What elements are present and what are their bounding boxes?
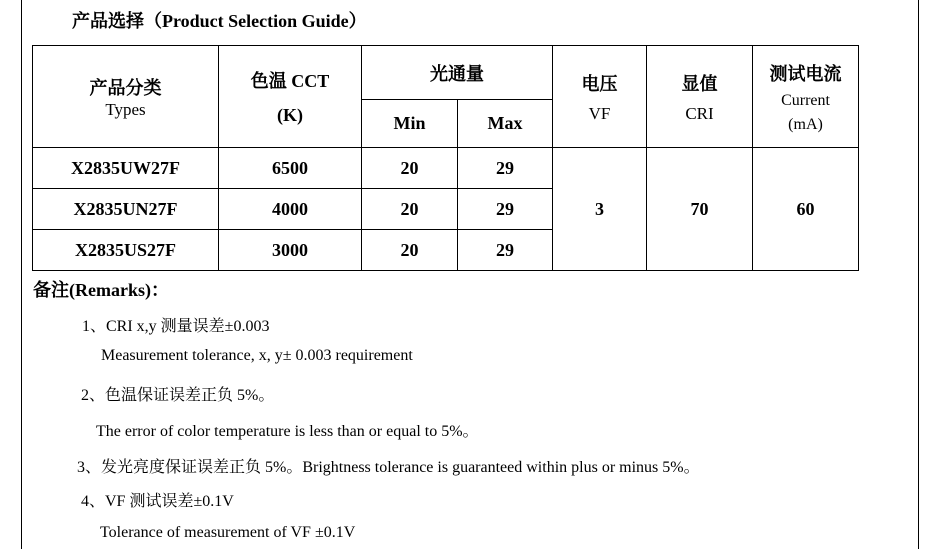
product-selection-table: [32, 45, 859, 271]
remark-line: 4、VF 测试误差±0.1V: [81, 493, 234, 510]
page-border-left: [21, 0, 22, 549]
header-cri-cn: 显值: [681, 73, 718, 94]
header-flux-min: Min: [362, 100, 458, 148]
table-row-0-cct: 6500: [219, 148, 362, 189]
remark-line: 3、发光亮度保证误差正负 5%。Brightness tolerance is guaranteed within plus or minus 5%。: [77, 459, 700, 476]
remark-line: Tolerance of measurement of VF ±0.1V: [100, 524, 356, 541]
header-type-cn: 产品分类: [89, 77, 162, 98]
table-row-1-cct: 4000: [219, 189, 362, 230]
header-vf-en: VF: [588, 103, 611, 123]
table-row-2-type: X2835US27F: [33, 230, 219, 271]
header-flux: 光通量: [362, 46, 553, 100]
remarks-title: 备注(Remarks)：: [33, 280, 169, 300]
page-border-right: [918, 0, 919, 549]
table-row-1-min: 20: [362, 189, 458, 230]
section-title: 产品选择（Product Selection Guide）: [72, 11, 367, 31]
remark-line: 2、色温保证误差正负 5%。: [81, 387, 275, 404]
table-row-2-cct: 3000: [219, 230, 362, 271]
header-flux-max: Max: [458, 100, 553, 148]
header-vf: [553, 46, 647, 148]
table-row-2-max: 29: [458, 230, 553, 271]
table-row-0-max: 29: [458, 148, 553, 189]
table-row-0-type: X2835UW27F: [33, 148, 219, 189]
header-cct-cn: 色温 CCT: [250, 71, 330, 91]
header-current: [753, 46, 859, 148]
header-cri: [647, 46, 753, 148]
header-type-en: Types: [105, 99, 146, 119]
remark-line: 1、CRI x,y 测量误差±0.003: [82, 318, 270, 335]
header-cct: [219, 46, 362, 148]
table-row-1-max: 29: [458, 189, 553, 230]
table-row-1-type: X2835UN27F: [33, 189, 219, 230]
remark-line: Measurement tolerance, x, y± 0.003 requirement: [101, 347, 413, 364]
table-row-2-min: 20: [362, 230, 458, 271]
table-row-0-min: 20: [362, 148, 458, 189]
header-vf-cn: 电压: [581, 73, 618, 94]
header-current-cn: 测试电流: [769, 63, 842, 84]
header-cct-unit: (K): [277, 105, 303, 125]
cri-value: 70: [647, 148, 753, 271]
header-type: [33, 46, 219, 148]
header-current-en: Current: [781, 91, 830, 109]
header-cri-en: CRI: [685, 103, 714, 123]
current-value: 60: [753, 148, 859, 271]
header-current-unit: (mA): [788, 115, 823, 133]
vf-value: 3: [553, 148, 647, 271]
remark-line: The error of color temperature is less than or equal to 5%。: [96, 423, 479, 440]
